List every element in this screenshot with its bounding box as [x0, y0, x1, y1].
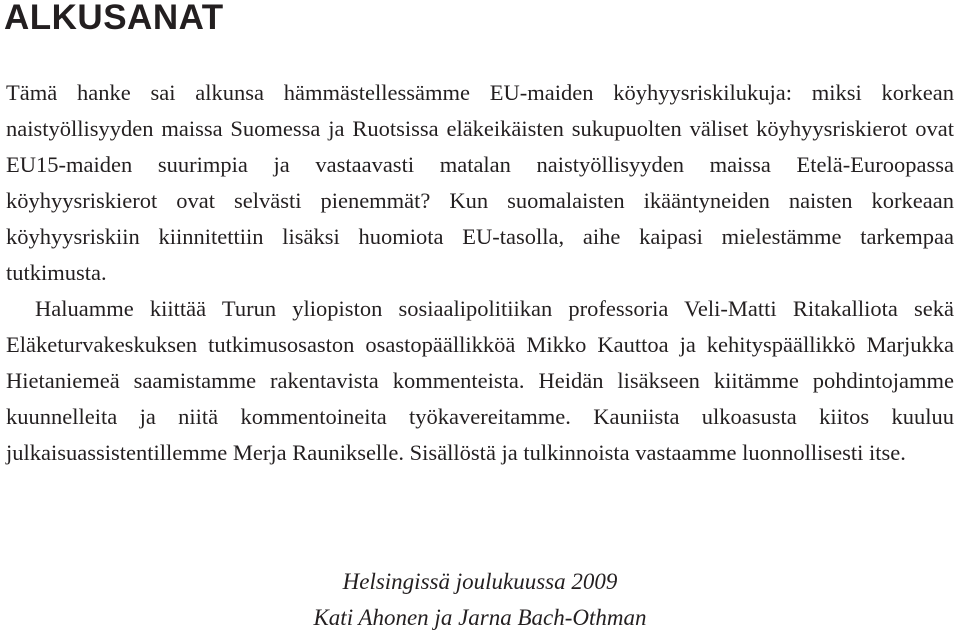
- body-text: [6, 75, 954, 471]
- paragraph-acknowledgements: Haluamme kiittää Turun yliopiston sosiaalipolitiikan professoria Veli-Matti Ritakalliota sekä Eläketurvakeskuksen tutkimusosaston osastopäällikköä Mikko Kauttoa ja kehityspäällikkö Marjukka Hietaniemeä saamistamme rakentavista kommenteista. Heidän lisäkseen kiitämme pohdintojamme kuunnelleita ja niitä kommentoineita työkavereitamme. Kauniista ulkoasusta kiitos kuuluu julkaisuassistentillemme Merja Raunikselle. Sisällöstä ja tulkinnoista vastaamme luonnollisesti itse.: [6, 296, 954, 465]
- signature-authors: Kati Ahonen ja Jarna Bach-Othman: [313, 605, 647, 630]
- page-title: ALKUSANAT: [4, 0, 224, 37]
- signature-place-date: Helsingissä joulukuussa 2009: [342, 569, 618, 594]
- paragraph-intro: Tämä hanke sai alkunsa hämmästellessämme EU-maiden köyhyysriskilukuja: miksi korkean naistyöllisyyden maissa Suomessa ja Ruotsissa eläkeikäisten sukupuolten väliset köyhyysriskierot ovat EU15-maiden suurimpia ja vastaavasti matalan naistyöllisyyden maissa Etelä-Euroopassa köyhyysriskierot ovat selvästi pienemmät? Kun suomalaisten ikääntyneiden naisten korkeaan köyhyysriskiin kiinnitettiin lisäksi huomiota EU-tasolla, aihe kaipasi mielestämme tarkempaa tutkimusta.: [6, 80, 954, 285]
